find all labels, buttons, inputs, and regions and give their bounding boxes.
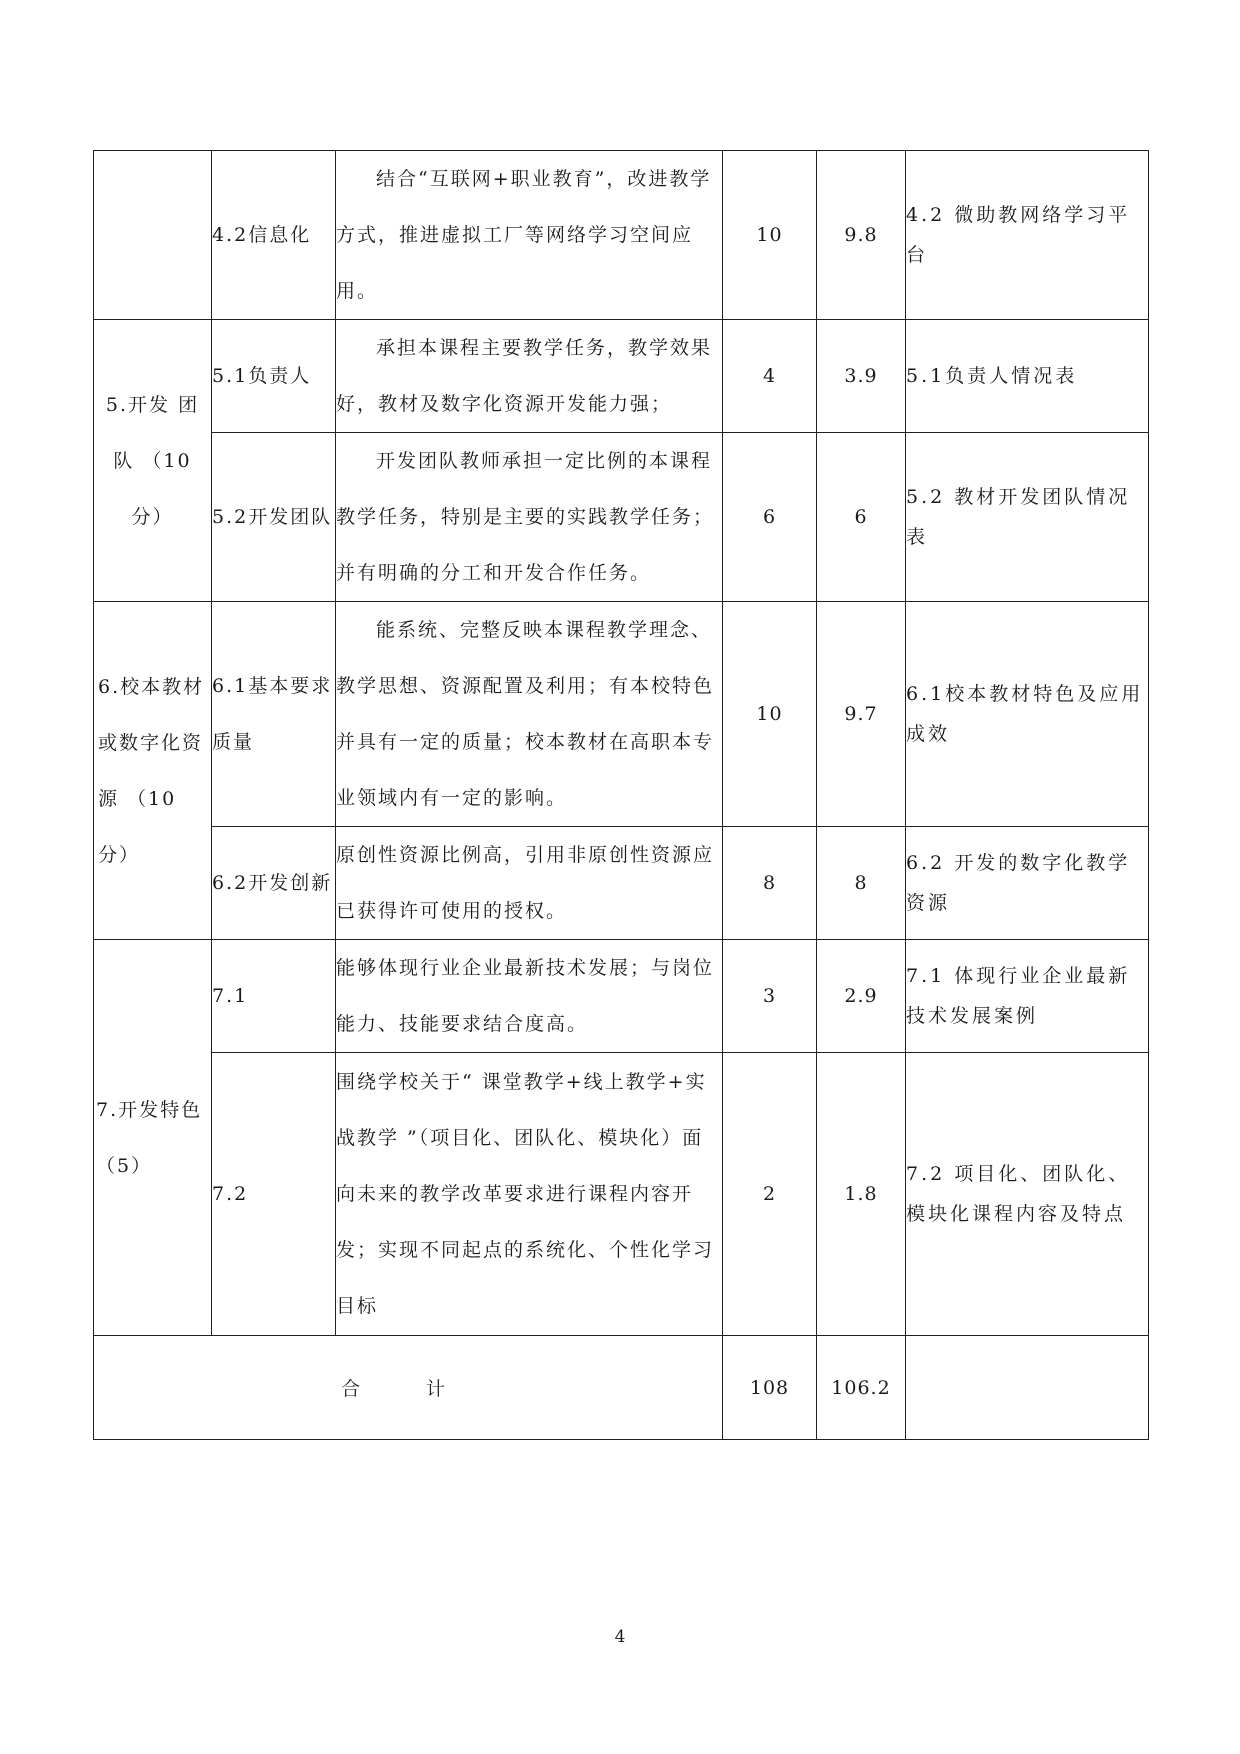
score-cell [817,940,906,1053]
score-value: 8 [854,872,868,894]
item-cell [212,940,336,1053]
description-cell [336,151,723,320]
score-cell [817,151,906,320]
score-value: 9.8 [844,224,878,246]
page-number: 4 [614,1627,626,1647]
max-score-cell [723,320,817,433]
evidence-text: 7.2 项目化、团队化、模块化课程内容及特点 [906,1163,1131,1225]
max-score-cell [723,940,817,1053]
item-cell [212,1053,336,1336]
description-cell [336,827,723,940]
item-label: 5.1负责人 [212,365,312,387]
item-label: 6.1基本要求质量 [212,675,333,753]
item-label: 5.2开发团队 [212,506,333,528]
score-value: 2.9 [844,985,878,1007]
description-cell [336,320,723,433]
description-text: 承担本课程主要教学任务，教学效果好，教材及数字化资源开发能力强； [336,337,713,415]
max-score: 10 [756,703,783,725]
category-cell-empty [94,151,212,320]
max-score-cell [723,151,817,320]
max-score: 4 [762,365,777,387]
max-score-cell [723,827,817,940]
max-score: 10 [756,224,783,246]
max-score: 3 [762,985,777,1007]
table-row [94,1053,1149,1336]
evidence-text: 5.2 教材开发团队情况表 [906,486,1131,548]
item-cell [212,320,336,433]
table-row [94,433,1149,602]
score-table [93,150,1149,1440]
score-cell [817,602,906,827]
evidence-cell [906,433,1149,602]
evidence-cell [906,602,1149,827]
description-text: 原创性资源比例高，引用非原创性资源应已获得许可使用的授权。 [336,844,715,922]
item-cell [212,602,336,827]
item-cell [212,151,336,320]
table-row [94,602,1149,827]
description-cell [336,433,723,602]
description-cell [336,1053,723,1336]
item-cell [212,433,336,602]
score-cell [817,320,906,433]
max-score-cell [723,433,817,602]
total-evidence-cell [906,1336,1149,1440]
item-label: 7.2 [212,1183,249,1205]
evidence-cell [906,151,1149,320]
score-value: 9.7 [844,703,878,725]
evidence-cell [906,1053,1149,1336]
max-score: 8 [762,872,777,894]
item-label: 6.2开发创新 [212,872,333,894]
max-score: 2 [762,1183,777,1205]
table-row [94,320,1149,433]
description-text: 开发团队教师承担一定比例的本课程教学任务，特别是主要的实践教学任务；并有明确的分工和开发合作任务。 [336,450,715,584]
max-score-cell [723,602,817,827]
evidence-text: 4.2 微助教网络学习平台 [906,204,1131,266]
item-label: 4.2信息化 [212,224,312,246]
total-score: 106.2 [831,1376,891,1399]
total-label: 合 计 [340,1378,476,1400]
table-row [94,827,1149,940]
total-row [94,1336,1149,1440]
category-label: 5.开发 团队 （10分） [105,393,200,528]
evidence-cell [906,320,1149,433]
item-cell [212,827,336,940]
category-cell [94,320,212,602]
description-text: 围绕学校关于“ 课堂教学+线上教学+实战教学 ”（项目化、团队化、模块化）面向未来的教学改革要求进行课程内容开发；实现不同起点的系统化、个性化学习目标 [336,1071,715,1317]
item-label: 7.1 [212,985,249,1007]
evidence-text: 5.1负责人情况表 [906,365,1078,387]
description-text: 结合“互联网+职业教育”，改进教学方式，推进虚拟工厂等网络学习空间应用。 [336,168,712,302]
evidence-cell [906,827,1149,940]
score-value: 3.9 [844,365,878,387]
description-cell [336,602,723,827]
table-row [94,151,1149,320]
description-text: 能够体现行业企业最新技术发展；与岗位能力、技能要求结合度高。 [336,957,715,1035]
evidence-text: 6.1校本教材特色及应用成效 [906,683,1144,745]
description-text: 能系统、完整反映本课程教学理念、教学思想、资源配置及利用；有本校特色并具有一定的质量；校本教材在高职本专业领域内有一定的影响。 [336,619,715,809]
score-value: 6 [854,506,868,528]
score-cell [817,433,906,602]
evidence-text: 7.1 体现行业企业最新技术发展案例 [906,965,1131,1027]
total-label-cell [94,1336,723,1440]
table-row [94,940,1149,1053]
score-value: 1.8 [844,1183,878,1205]
max-score: 6 [762,506,777,528]
evidence-text: 6.2 开发的数字化教学资源 [906,852,1131,914]
description-cell [336,940,723,1053]
total-max-cell [723,1336,817,1440]
category-cell [94,602,212,940]
total-max: 108 [749,1376,790,1399]
category-label: 7.开发特色（5） [96,1098,203,1177]
category-cell [94,940,212,1336]
total-score-cell [817,1336,906,1440]
category-label: 6.校本教材或数字化资源 （10分） [98,675,205,866]
score-cell [817,827,906,940]
evidence-cell [906,940,1149,1053]
score-cell [817,1053,906,1336]
max-score-cell [723,1053,817,1336]
